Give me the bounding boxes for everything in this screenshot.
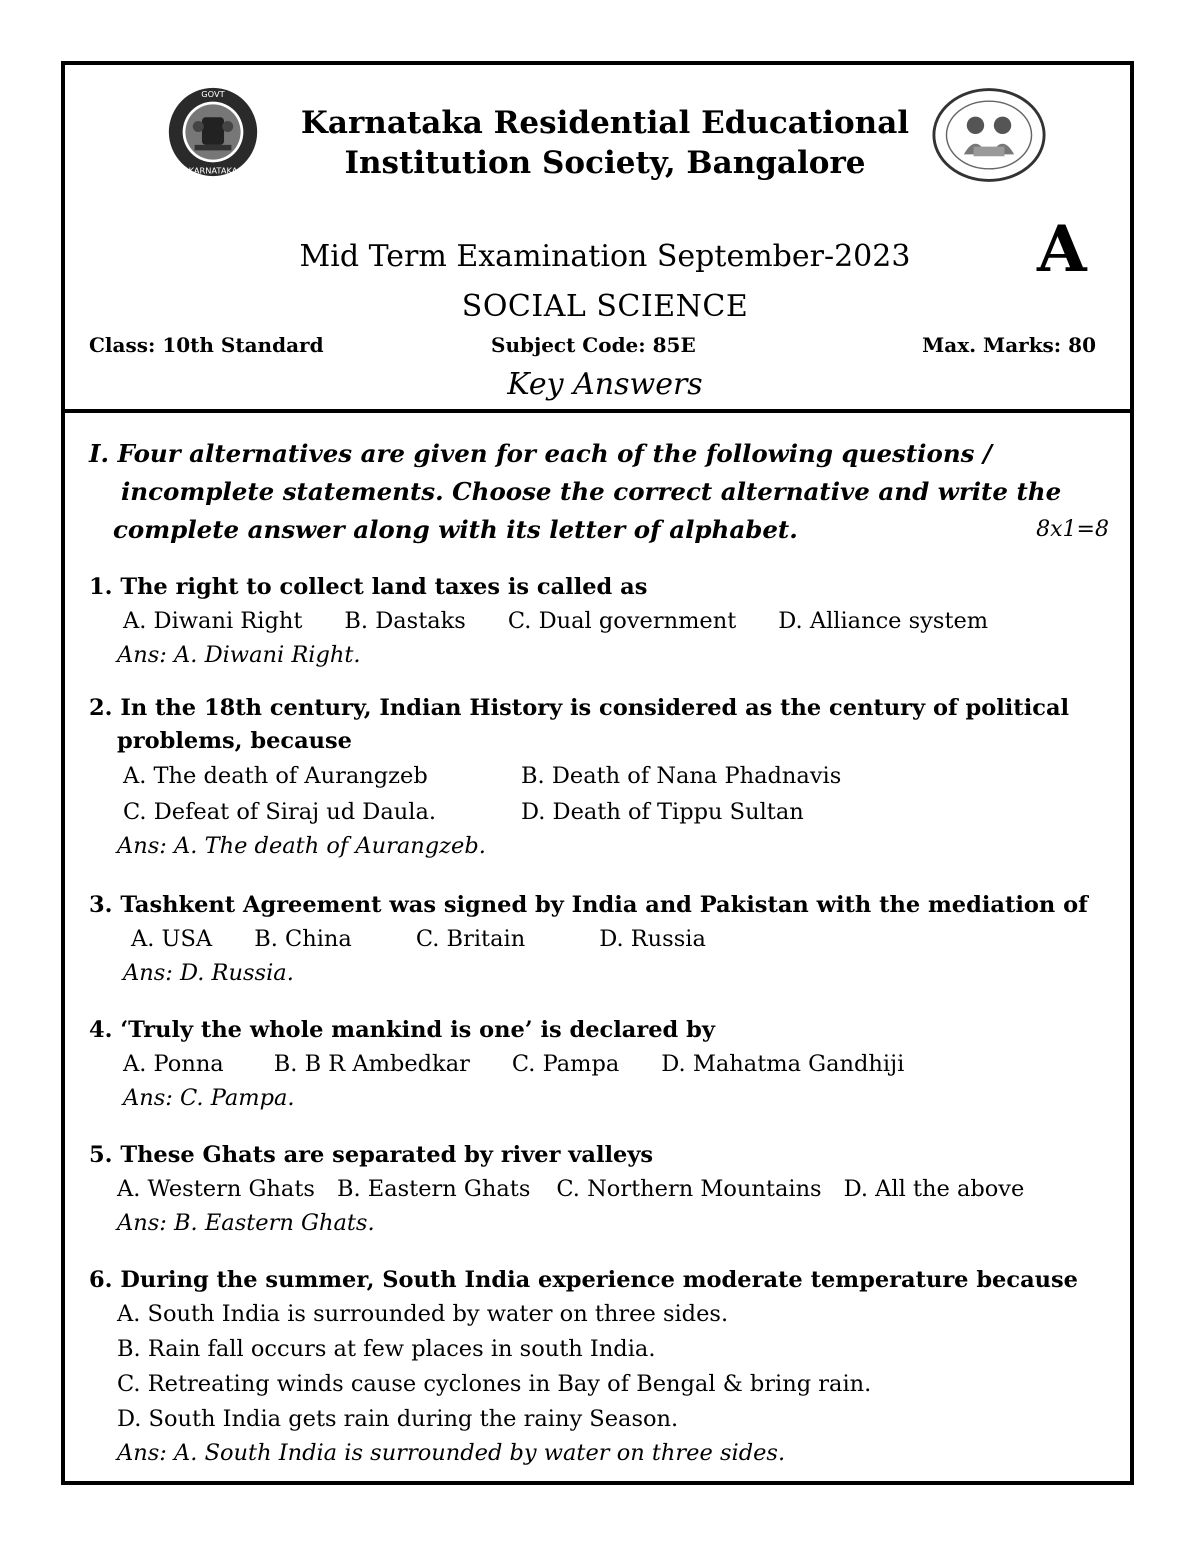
option: D. Alliance system xyxy=(778,608,989,634)
section-instructions xyxy=(89,435,1109,549)
answer-text: Ans: B. Eastern Ghats. xyxy=(117,1210,375,1236)
option: A. Western Ghats xyxy=(117,1176,315,1202)
org-name-line1: Karnataka Residential Educational xyxy=(300,105,910,141)
question-text xyxy=(89,692,1109,758)
option: D. Death of Tippu Sultan xyxy=(521,799,804,825)
instruction-line-1: I. Four alternatives are given for each of the following questions / xyxy=(89,439,992,468)
options-grid xyxy=(89,758,1109,830)
question-item xyxy=(89,1264,1109,1470)
answer-text: Ans: A. The death of Aurangzeb. xyxy=(117,833,486,859)
option: D. Mahatma Gandhiji xyxy=(661,1051,905,1077)
key-answers-heading: Key Answers xyxy=(507,367,703,402)
question-item xyxy=(89,692,1109,863)
subject-title: SOCIAL SCIENCE xyxy=(461,289,749,324)
exam-title: Mid Term Examination September-2023 xyxy=(299,239,911,274)
options-row xyxy=(89,922,1109,957)
option: B. Death of Nana Phadnavis xyxy=(521,763,842,789)
option: B. China xyxy=(254,926,352,952)
question-item xyxy=(89,571,1109,672)
option: A. Diwani Right xyxy=(123,608,303,634)
section-marks: 8x1=8 xyxy=(1036,517,1109,542)
option: B. Dastaks xyxy=(344,608,466,634)
question-item xyxy=(89,1014,1109,1115)
instruction-line-3: complete answer along with its letter of alphabet. xyxy=(113,515,798,544)
class-label: Class: 10th Standard xyxy=(89,333,324,357)
options-row xyxy=(89,604,1109,639)
question-text: 6. During the summer, South India experience moderate temperature because xyxy=(89,1267,1078,1293)
option: C. Defeat of Siraj ud Daula. xyxy=(123,799,437,825)
question-item xyxy=(89,1139,1109,1240)
option: A. South India is surrounded by water on three sides. xyxy=(117,1301,729,1327)
option: C. Dual government xyxy=(507,608,737,634)
option: B. Eastern Ghats xyxy=(336,1176,531,1202)
option: C. Britain xyxy=(415,926,526,952)
option: D. South India gets rain during the rainy Season. xyxy=(117,1406,679,1432)
option: C. Retreating winds cause cyclones in Bay of Bengal & bring rain. xyxy=(117,1371,872,1397)
option: B. Rain fall occurs at few places in south India. xyxy=(117,1336,656,1362)
option: A. The death of Aurangzeb xyxy=(123,763,428,789)
answer-text: Ans: A. South India is surrounded by water on three sides. xyxy=(117,1440,786,1466)
subject-code-label: Subject Code: 85E xyxy=(491,333,696,357)
question-text: 1. The right to collect land taxes is called as xyxy=(89,574,648,600)
options-row xyxy=(89,1172,1109,1207)
max-marks-label: Max. Marks: 80 xyxy=(922,333,1096,357)
karnataka-emblem-logo xyxy=(167,86,259,178)
instruction-line-2: incomplete statements. Choose the correct alternative and write the xyxy=(121,477,1062,506)
question-text: 3. Tashkent Agreement was signed by India and Pakistan with the mediation of xyxy=(89,892,1088,918)
header-divider xyxy=(65,409,1130,413)
question-text-line2: problems, because xyxy=(117,728,352,754)
questions-section xyxy=(89,435,1109,1470)
option: A. USA xyxy=(131,926,213,952)
question-set-letter: A xyxy=(1037,212,1087,287)
page-frame xyxy=(61,61,1134,1485)
option: B. B R Ambedkar xyxy=(273,1051,470,1077)
svg-text:KARNATAKA: KARNATAKA xyxy=(188,165,238,176)
org-name-line2: Institution Society, Bangalore xyxy=(344,145,866,181)
answer-text: Ans: C. Pampa. xyxy=(123,1085,295,1111)
option: C. Pampa xyxy=(511,1051,620,1077)
option: D. All the above xyxy=(843,1176,1025,1202)
question-item xyxy=(89,889,1109,990)
answer-text: Ans: A. Diwani Right. xyxy=(117,642,361,668)
kreis-logo xyxy=(931,86,1047,184)
option: D. Russia xyxy=(599,926,706,952)
question-text-line1: 2. In the 18th century, Indian History is considered as the century of political xyxy=(89,695,1070,721)
option: A. Ponna xyxy=(123,1051,224,1077)
answer-text: Ans: D. Russia. xyxy=(123,960,294,986)
question-text: 4. ‘Truly the whole mankind is one’ is declared by xyxy=(89,1017,715,1043)
option: C. Northern Mountains xyxy=(556,1176,822,1202)
svg-text:GOVT: GOVT xyxy=(201,89,225,100)
question-text: 5. These Ghats are separated by river valleys xyxy=(89,1142,654,1168)
options-row xyxy=(89,1047,1109,1082)
